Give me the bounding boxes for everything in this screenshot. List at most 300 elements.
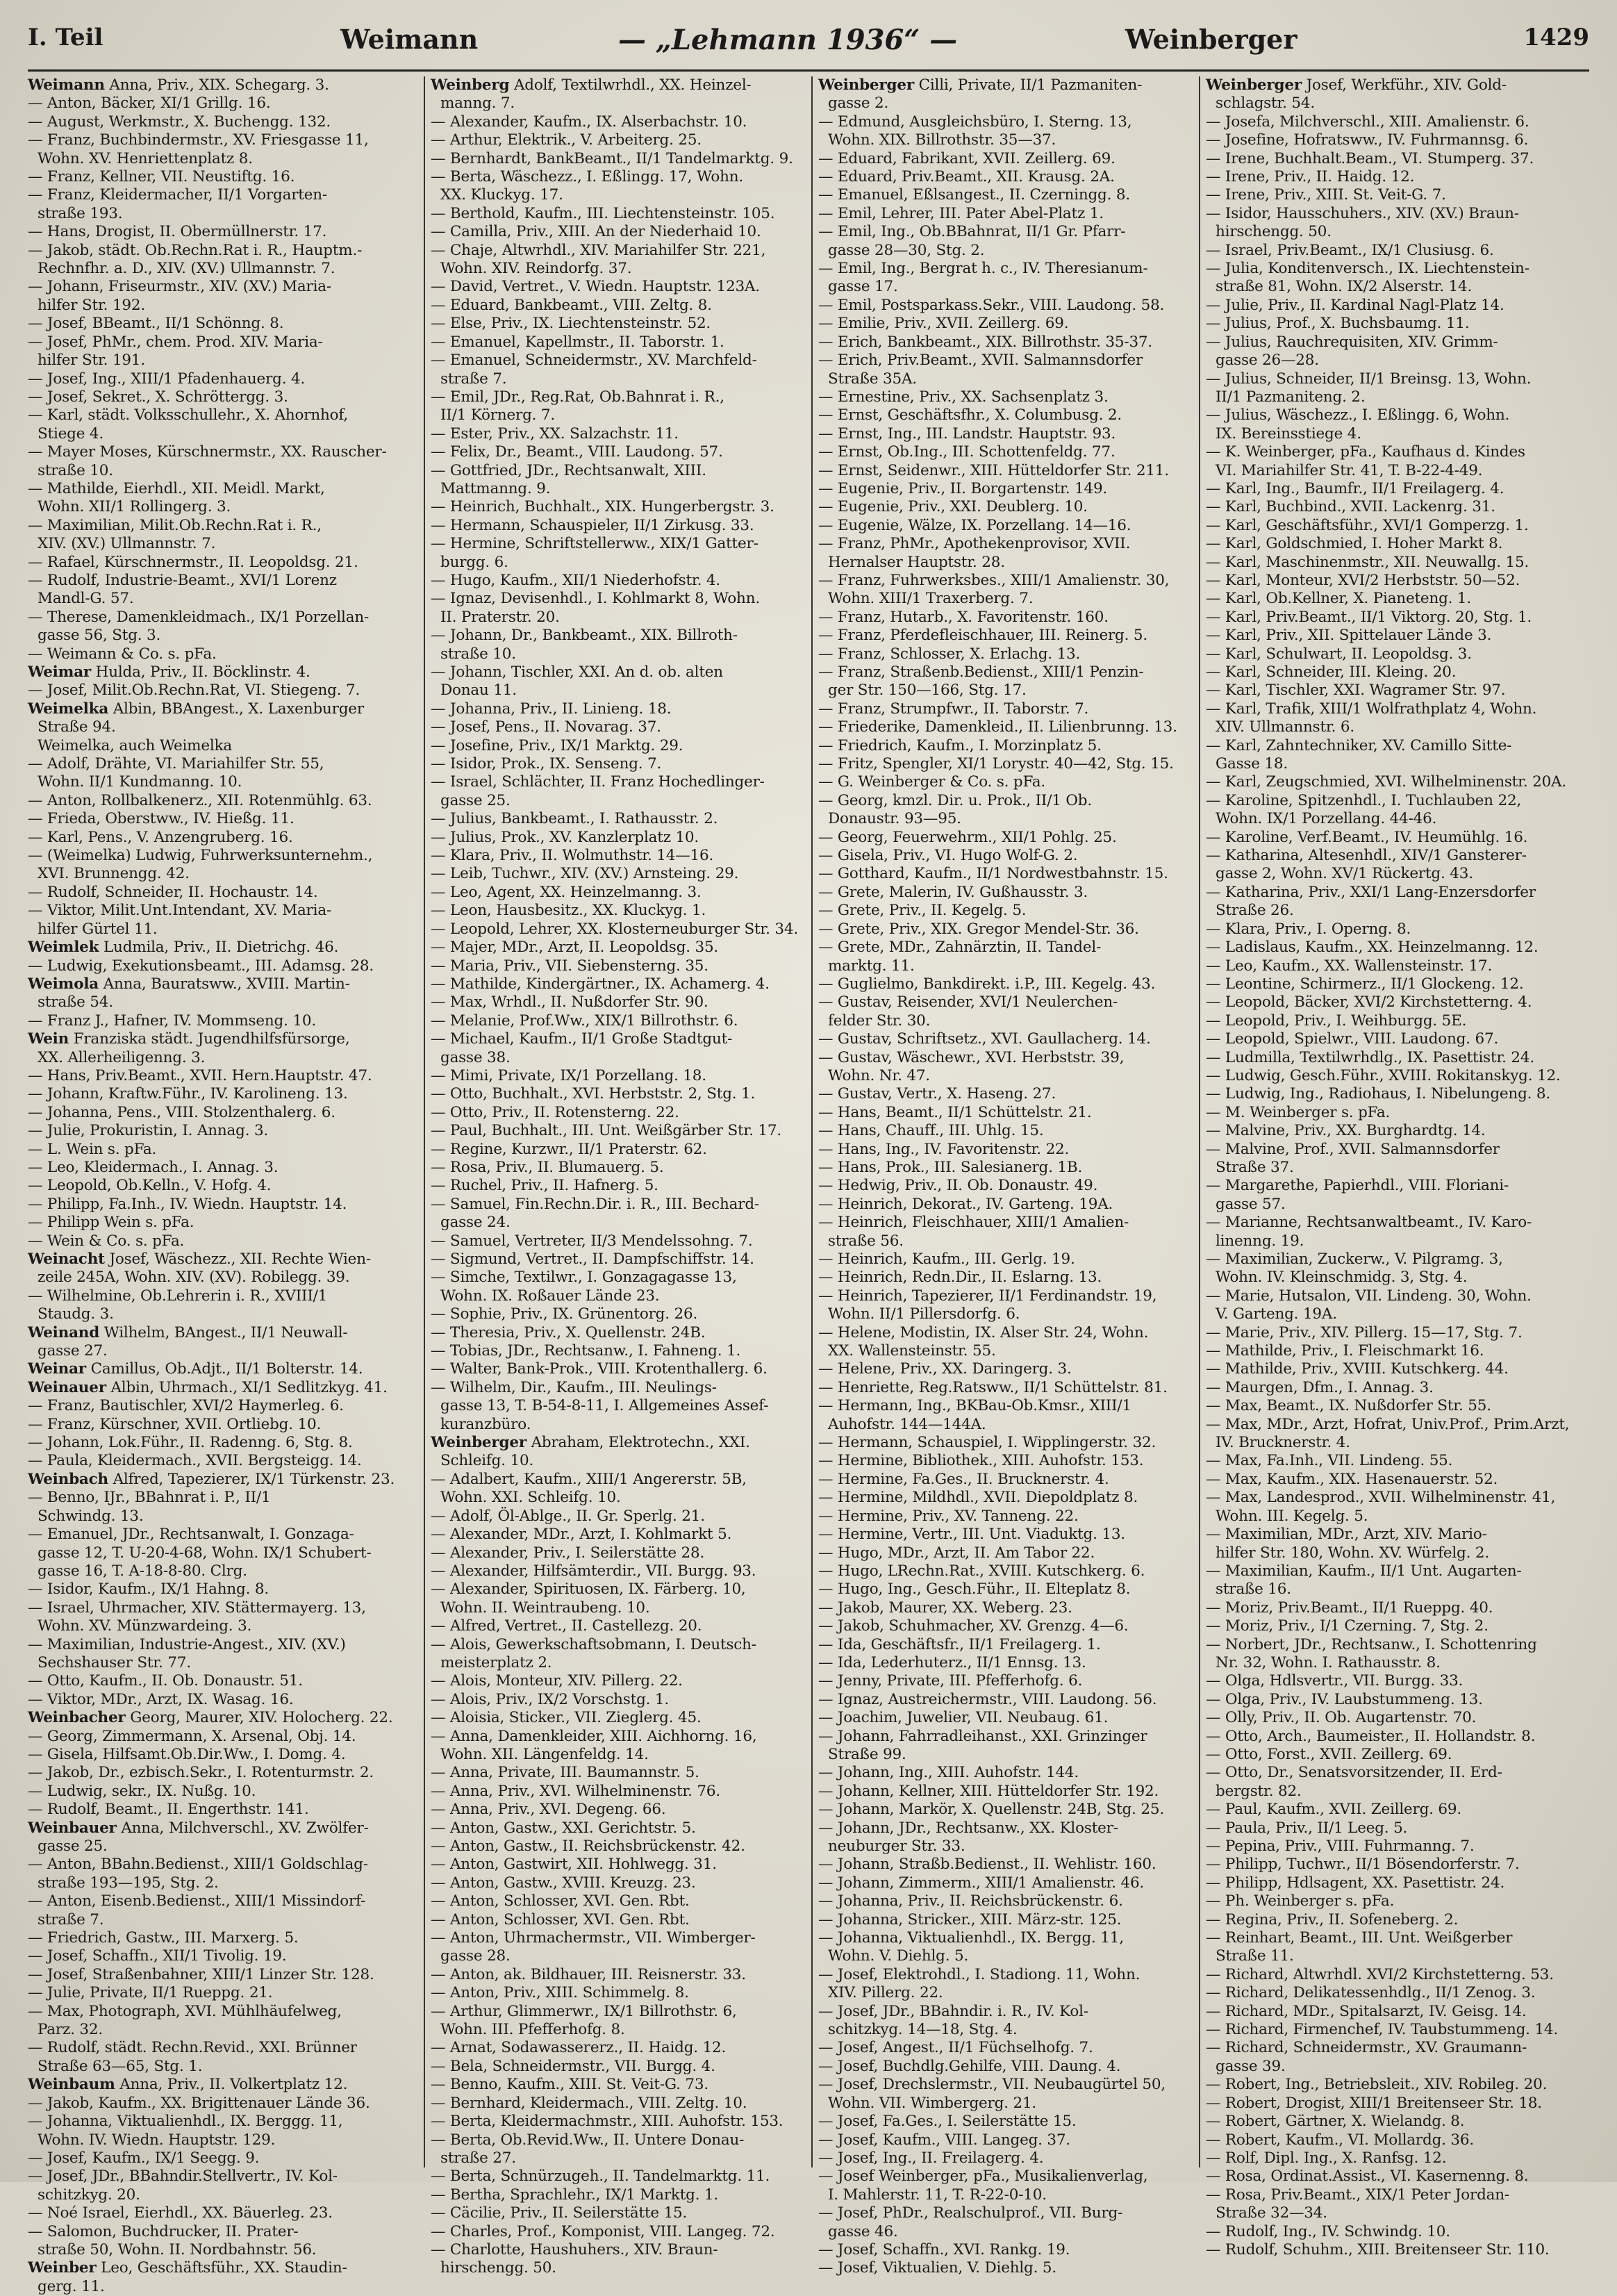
directory-entry-line: — Hans, Ing., IV. Favoritenstr. 22. [818, 1140, 1070, 1158]
directory-entry-line: — Alexander, Priv., I. Seilerstätte 28. [431, 1544, 705, 1562]
directory-entry-line: Straße 11. [1216, 1947, 1294, 1965]
directory-entry-line: IV. Brucknerstr. 4. [1216, 1434, 1350, 1452]
directory-entry-line: gasse 16, T. A-18-8-80. Clrg. [38, 1562, 247, 1580]
directory-entry-line: kuranzbüro. [440, 1415, 531, 1433]
directory-entry-line: — Max, MDr., Arzt, Hofrat, Univ.Prof., Prim.Arzt, [1206, 1415, 1570, 1433]
directory-entry-line: gasse 38. [440, 1048, 511, 1066]
directory-entry-line: — Johann, Tischler, XXI. An d. ob. alten [431, 663, 723, 681]
directory-entry-line: — Grete, Malerin, IV. Gußhausstr. 3. [818, 883, 1088, 901]
directory-entry-line: — Josef, Milit.Ob.Rechn.Rat, VI. Stiegeng. 7. [28, 682, 360, 700]
directory-entry-line: Weinbauer Anna, Milchverschl., XV. Zwölfer- [28, 1819, 369, 1837]
directory-entry-line: — Max, Photograph, XVI. Mühlhäufelweg, [28, 2002, 342, 2020]
directory-entry-line: Weinber Leo, Geschäftsführ., XX. Staudin- [28, 2259, 347, 2277]
directory-entry-line: — Ph. Weinberger s. pFa. [1206, 1892, 1395, 1910]
directory-entry-line: — Hugo, LRechn.Rat., XVIII. Kutschkerg. 6. [818, 1562, 1145, 1580]
directory-title: — „Lehmann 1936“ — [618, 24, 958, 56]
directory-entry-line: gasse 28—30, Stg. 2. [828, 241, 985, 259]
directory-entry-line: — Theresia, Priv., X. Quellenstr. 24B. [431, 1323, 706, 1341]
directory-entry-line: XIV. Ullmannstr. 6. [1216, 718, 1354, 736]
directory-entry-line: — Anton, Uhrmachermstr., VII. Wimberger- [431, 1929, 756, 1947]
directory-entry-line: gasse 2, Wohn. XV/1 Rückertg. 43. [1216, 865, 1473, 883]
directory-entry-line: — Moriz, Priv.Beamt., II/1 Rueppg. 40. [1206, 1599, 1493, 1617]
directory-entry-line: — Robert, Drogist, XIII/1 Breitenseer Str. 18. [1206, 2094, 1542, 2112]
directory-entry-line: — Hans, Beamt., II/1 Schüttelstr. 21. [818, 1103, 1092, 1121]
directory-entry-line: — Rudolf, Industrie-Beamt., XVI/1 Lorenz [28, 571, 337, 589]
directory-entry-line: — Johann, Dr., Bankbeamt., XIX. Billroth- [431, 627, 738, 645]
directory-entry-line: — Gotthard, Kaufm., II/1 Nordwestbahnstr. 15. [818, 865, 1168, 883]
directory-entry-line: — Josef, Sekret., X. Schröttergg. 3. [28, 388, 288, 406]
directory-entry-line: — Franz, Schlosser, X. Erlachg. 13. [818, 645, 1081, 663]
directory-entry-line: — Eduard, Fabrikant, XVII. Zeillerg. 69. [818, 149, 1116, 167]
directory-entry-line: — Klara, Priv., II. Wolmuthstr. 14—16. [431, 847, 714, 865]
directory-entry-line: — Margarethe, Papierhdl., VIII. Floriani- [1206, 1177, 1509, 1195]
directory-entry-line: — Adolf, Drähte, VI. Mariahilfer Str. 55, [28, 755, 324, 773]
directory-entry-line: Weinberger Cilli, Private, II/1 Pazmaniten- [818, 76, 1143, 94]
directory-entry-line: — Maximilian, Zuckerw., V. Pilgramg. 3, [1206, 1250, 1503, 1268]
directory-entry-line: Weimelka Albin, BBAngest., X. Laxenburger [28, 700, 364, 718]
directory-entry-line: — Richard, Schneidermstr., XV. Graumann- [1206, 2039, 1527, 2057]
directory-entry-line: — Richard, Altwrhdl. XVI/2 Kirchstetterng. 53. [1206, 1965, 1554, 1983]
directory-entry-line: — Simche, Textilwr., I. Gonzagagasse 13, [431, 1269, 737, 1287]
directory-entry-line: — Johann, Friseurmstr., XIV. (XV.) Maria- [28, 278, 331, 296]
directory-entry-line: — Charlotte, Haushuhers., XIV. Braun- [431, 2240, 718, 2258]
directory-entry-line: Stiege 4. [38, 424, 104, 443]
directory-entry-line: — Irene, Priv., II. Haidg. 12. [1206, 168, 1415, 186]
directory-entry-line: — Josef, Schaffn., XVI. Rankg. 19. [818, 2240, 1070, 2258]
directory-entry-line: — Katharina, Altesenhdl., XIV/1 Gansterer- [1206, 847, 1527, 865]
directory-entry-line: — Guglielmo, Bankdirekt. i.P., III. Kegelg. 43. [818, 975, 1156, 993]
directory-entry-line: — Josef, Ing., II. Freilagerg. 4. [818, 2149, 1044, 2167]
directory-entry-line: Hernalser Hauptstr. 28. [828, 553, 1005, 571]
directory-entry-line: Weimelka, auch Weimelka [38, 736, 233, 754]
directory-entry-line: — Erich, Priv.Beamt., XVII. Salmannsdorfer [818, 352, 1143, 370]
directory-entry-line: — Anton, Gastw., XVIII. Kreuzg. 23. [431, 1874, 696, 1892]
directory-entry-line: hirschengg. 50. [440, 2259, 556, 2277]
directory-entry-line: Auhofstr. 144—144A. [828, 1415, 986, 1433]
directory-entry-line: — Jenny, Private, III. Pfefferhofg. 6. [818, 1672, 1083, 1690]
directory-entry-line: — Paula, Priv., II/1 Leeg. 5. [1206, 1819, 1408, 1837]
directory-entry-line: — Josef, Viktualien, V. Diehlg. 5. [818, 2259, 1057, 2277]
directory-entry-line: straße 10. [38, 461, 113, 479]
directory-entry-line: — Emanuel, Kapellmstr., II. Taborstr. 1. [431, 333, 724, 351]
directory-entry-line: — Majer, MDr., Arzt, II. Leopoldsg. 35. [431, 939, 719, 957]
directory-entry-line: gasse 39. [1216, 2057, 1286, 2075]
directory-entry-line: — Leopold, Spielwr., VIII. Laudong. 67. [1206, 1030, 1499, 1048]
directory-entry-line: — Karl, Ing., Baumfr., II/1 Freilagerg. 4. [1206, 479, 1504, 497]
directory-entry-line: — Helene, Priv., XX. Daringerg. 3. [818, 1360, 1072, 1378]
directory-entry-line: — Rosa, Priv., II. Blumauerg. 5. [431, 1158, 664, 1176]
directory-entry-line: — Henriette, Reg.Ratsww., II/1 Schüttelstr. 81. [818, 1378, 1168, 1396]
directory-entry-line: — Hans, Priv.Beamt., XVII. Hern.Hauptstr. 47. [28, 1066, 372, 1084]
directory-entry-line: Donau 11. [440, 682, 517, 700]
directory-entry-line: — Josef, Kaufm., VIII. Langeg. 37. [818, 2131, 1071, 2149]
directory-entry-line: XIV. (XV.) Ullmannstr. 7. [38, 535, 216, 553]
directory-entry-line: — Ludmilla, Textilwrhdlg., IX. Pasettistr. 24. [1206, 1048, 1535, 1066]
directory-entry-line: linenng. 19. [1216, 1232, 1304, 1250]
directory-entry-line: — Leo, Agent, XX. Heinzelmanng. 3. [431, 883, 702, 901]
directory-entry-line: — Josef, JDr., BBahndir.Stellvertr., IV. Kol- [28, 2167, 338, 2186]
directory-entry-line: — Grete, MDr., Zahnärztin, II. Tandel- [818, 939, 1102, 957]
directory-entry-line: — Adalbert, Kaufm., XIII/1 Angererstr. 5B, [431, 1470, 747, 1488]
directory-entry-line: — Emilie, Priv., XVII. Zeillerg. 69. [818, 315, 1069, 333]
directory-entry-line: — (Weimelka) Ludwig, Fuhrwerksunternehm., [28, 847, 373, 865]
directory-entry-line: — Otto, Forst., XVII. Zeillerg. 69. [1206, 1745, 1452, 1763]
directory-entry-line: — Julia, Konditenversch., IX. Liechtenstein- [1206, 260, 1529, 278]
directory-entry-line: — Arthur, Glimmerwr., IX/1 Billrothstr. 6, [431, 2002, 737, 2020]
directory-entry-line: Wohn. VII. Wimbergerg. 21. [828, 2094, 1037, 2112]
directory-entry-line: — Hermine, Vertr., III. Unt. Viaduktg. 13. [818, 1526, 1125, 1544]
directory-entry-line: — Maximilian, Industrie-Angest., XIV. (XV.) [28, 1635, 346, 1653]
directory-entry-line: zeile 245A, Wohn. XIV. (XV). Robilegg. 39. [38, 1269, 350, 1287]
directory-entry-line: — Friederike, Damenkleid., II. Lilienbrunng. 13. [818, 718, 1177, 736]
directory-entry-line: — Johann, Ing., XIII. Auhofstr. 144. [818, 1764, 1079, 1782]
directory-entry-line: — Josef, Kaufm., IX/1 Seegg. 9. [28, 2149, 260, 2167]
directory-entry-line: — Emil, Ing., Ob.BBahnrat, II/1 Gr. Pfarr- [818, 223, 1126, 241]
directory-entry-line: — Rudolf, Beamt., II. Engerthstr. 141. [28, 1801, 309, 1819]
directory-entry-line: — Johann, Lok.Führ., II. Radenng. 6, Stg. 8. [28, 1434, 353, 1452]
directory-entry-line: — Karl, Tischler, XXI. Wagramer Str. 97. [1206, 682, 1506, 700]
directory-entry-line: straße 193. [38, 204, 123, 222]
directory-entry-line: V. Garteng. 19A. [1216, 1305, 1337, 1323]
directory-entry-line: gasse 57. [1216, 1195, 1286, 1213]
directory-entry-line: — Johann, Fahrradleihanst., XXI. Grinzinger [818, 1727, 1147, 1745]
directory-entry-line: — Karl, Maschinenmstr., XII. Neuwallg. 15. [1206, 553, 1529, 571]
directory-entry-line: — Johann, Markör, X. Quellenstr. 24B, Stg. 25. [818, 1801, 1164, 1819]
directory-entry-line: — Leo, Kleidermach., I. Annag. 3. [28, 1158, 279, 1176]
directory-entry-line: manng. 7. [440, 94, 515, 113]
directory-entry-line: — Camilla, Priv., XIII. An der Niederhaid 10. [431, 223, 761, 241]
directory-entry-line: — Heinrich, Tapezierer, II/1 Ferdinandstr. 19, [818, 1287, 1157, 1305]
directory-entry-line: — Maximilian, Milit.Ob.Rechn.Rat i. R., [28, 516, 322, 534]
directory-entry-line: — Ludwig, Gesch.Führ., XVIII. Rokitanskyg. 12. [1206, 1066, 1561, 1084]
directory-entry-line: — Israel, Uhrmacher, XIV. Stättermayerg. 13, [28, 1599, 366, 1617]
directory-entry-line: — Olga, Priv., IV. Laubstummeng. 13. [1206, 1690, 1483, 1708]
directory-entry-line: — Samuel, Fin.Rechn.Dir. i. R., III. Bechard- [431, 1195, 759, 1213]
directory-entry-line: — David, Vertret., V. Wiedn. Hauptstr. 123A. [431, 278, 760, 296]
directory-entry-line: Wohn. XIII/1 Traxerberg. 7. [828, 590, 1034, 608]
directory-entry-line: hilfer Str. 192. [38, 296, 146, 314]
directory-entry-line: — Karl, Trafik, XIII/1 Wolfrathplatz 4, Wohn. [1206, 700, 1537, 718]
directory-entry-line: straße 193—195, Stg. 2. [38, 1874, 219, 1892]
directory-entry-line: — Emil, Postsparkass.Sekr., VIII. Laudong. 58. [818, 296, 1165, 314]
directory-entry-line: — Mayer Moses, Kürschnermstr., XX. Rauscher- [28, 443, 387, 461]
directory-entry-line: — Mathilde, Priv., XVIII. Kutschkerg. 44. [1206, 1360, 1509, 1378]
directory-entry-line: — Eduard, Bankbeamt., VIII. Zeltg. 8. [431, 296, 712, 314]
directory-entry-line: — Johanna, Priv., II. Linieng. 18. [431, 700, 672, 718]
directory-entry-line: — Maria, Priv., VII. Siebensterng. 35. [431, 957, 708, 975]
directory-entry-line: II/1 Körnerg. 7. [440, 406, 556, 424]
directory-entry-line: — Anton, Eisenb.Bedienst., XIII/1 Missindorf- [28, 1892, 366, 1910]
directory-entry-line: — Friedrich, Gastw., III. Marxerg. 5. [28, 1929, 299, 1947]
directory-entry-line: schitzkyg. 14—18, Stg. 4. [828, 2021, 1018, 2039]
directory-entry-line: Wohn. XXI. Schleifg. 10. [440, 1489, 621, 1507]
directory-entry-line: — Gustav, Reisender, XVI/1 Neulerchen- [818, 993, 1118, 1011]
directory-entry-line: — Josef, JDr., BBahndir. i. R., IV. Kol- [818, 2002, 1088, 2020]
directory-entry-line: — Viktor, Milit.Unt.Intendant, XV. Maria- [28, 902, 332, 920]
directory-entry-line: Nr. 32, Wohn. I. Rathausstr. 8. [1216, 1653, 1441, 1671]
directory-entry-line: — Anton, Gastw., XXI. Gerichtstr. 5. [431, 1819, 696, 1837]
directory-entry-line: — Leib, Tuchwr., XIV. (XV.) Arnsteing. 29. [431, 865, 739, 883]
directory-entry-line: — Ester, Priv., XX. Salzachstr. 11. [431, 424, 679, 443]
directory-entry-line: — Bernhardt, BankBeamt., II/1 Tandelmarktg. 9. [431, 149, 793, 167]
directory-entry-line: — Karl, Priv., XII. Spittelauer Lände 3. [1206, 627, 1492, 645]
header-rule [28, 69, 1589, 72]
directory-entry-line: — Franz, Bautischler, XVI/2 Haymerleg. 6. [28, 1397, 344, 1415]
directory-entry-line: Wein Franziska städt. Jugendhilfsfürsorge, [28, 1030, 350, 1048]
directory-entry-line: Wohn. XIV. Reindorfg. 37. [440, 260, 632, 278]
directory-entry-line: — Franz, Strumpfwr., II. Taborstr. 7. [818, 700, 1089, 718]
directory-entry-line: ger Str. 150—166, Stg. 17. [828, 682, 1027, 700]
directory-entry-line: — Jakob, Maurer, XX. Weberg. 23. [818, 1599, 1072, 1617]
directory-entry-line: — Hermine, Schriftstellerww., XIX/1 Gatter- [431, 535, 758, 553]
directory-entry-line: — Alois, Gewerkschaftsobmann, I. Deutsch- [431, 1635, 756, 1653]
directory-entry-line: — Josef, Schaffn., XII/1 Tivolig. 19. [28, 1947, 287, 1965]
directory-entry-line: — Ernst, Ob.Ing., III. Schottenfeldg. 77. [818, 443, 1116, 461]
directory-entry-line: Weimann Anna, Priv., XIX. Schegarg. 3. [28, 76, 329, 94]
directory-entry-line: — Johann, Straßb.Bedienst., II. Wehlistr. 160. [818, 1856, 1156, 1874]
page-header [28, 24, 1589, 65]
directory-entry-line: Straße 35A. [828, 370, 917, 388]
directory-entry-line: — Ruchel, Priv., II. Hafnerg. 5. [431, 1177, 658, 1195]
directory-entry-line: — Mathilde, Kindergärtner., IX. Achamerg. 4. [431, 975, 770, 993]
directory-entry-line: Weinberg Adolf, Textilwrhdl., XX. Heinzel- [431, 76, 752, 94]
directory-entry-line: — Franz, Kleidermacher, II/1 Vorgarten- [28, 186, 327, 204]
directory-entry-line: — Anna, Damenkleider, XIII. Aichhorng. 16, [431, 1727, 757, 1745]
directory-entry-line: — Max, Wrhdl., II. Nußdorfer Str. 90. [431, 993, 708, 1011]
directory-entry-line: — Johanna, Viktualienhdl., IX. Berggg. 11, [28, 2113, 343, 2131]
directory-entry-line: — Hugo, MDr., Arzt, II. Am Tabor 22. [818, 1544, 1095, 1562]
directory-entry-line: Sechshauser Str. 77. [38, 1653, 191, 1671]
directory-entry-line: Wohn. III. Kegelg. 5. [1216, 1507, 1368, 1525]
directory-entry-line: — Otto, Arch., Baumeister., II. Hollandstr. 8. [1206, 1727, 1536, 1745]
directory-entry-line: — Josefine, Priv., IX/1 Marktg. 29. [431, 736, 683, 754]
directory-entry-line: — Pepina, Priv., VIII. Fuhrmanng. 7. [1206, 1837, 1475, 1855]
directory-entry-line: — Alexander, MDr., Arzt, I. Kohlmarkt 5. [431, 1526, 732, 1544]
directory-entry-line: Straße 37. [1216, 1158, 1294, 1176]
directory-entry-line: gasse 27. [38, 1342, 108, 1360]
directory-entry-line: — Fritz, Spengler, XI/1 Lorystr. 40—42, Stg. 15. [818, 755, 1174, 773]
directory-entry-line: — Josef, Angest., II/1 Füchselhofg. 7. [818, 2039, 1093, 2057]
directory-entry-line: Weinar Camillus, Ob.Adjt., II/1 Bolterstr. 14. [28, 1360, 363, 1378]
directory-entry-line: — Leopold, Bäcker, XVI/2 Kirchstetterng. 4. [1206, 993, 1532, 1011]
directory-entry-line: burgg. 6. [440, 553, 508, 571]
directory-entry-line: — Johanna, Priv., II. Reichsbrückenstr. 6. [818, 1892, 1123, 1910]
directory-entry-line: — Jakob, städt. Ob.Rechn.Rat i. R., Hauptm.- [28, 241, 363, 259]
directory-entry-line: — Hermann, Schauspiel, I. Wipplingerstr. 32. [818, 1434, 1156, 1452]
directory-entry-line: — Johann, Kellner, XIII. Hütteldorfer Str. 192. [818, 1782, 1159, 1800]
directory-entry-line: Donaustr. 93—95. [828, 810, 961, 828]
directory-entry-line: Schwindg. 13. [38, 1507, 144, 1525]
directory-entry-line: — Leo, Kaufm., XX. Wallensteinstr. 17. [1206, 957, 1493, 975]
directory-entry-line: gasse 24. [440, 1214, 511, 1232]
directory-entry-line: gasse 12, T. U-20-4-68, Wohn. IX/1 Schubert- [38, 1544, 372, 1562]
directory-entry-line: Weinauer Albin, Uhrmach., XI/1 Sedlitzkyg. 41. [28, 1378, 388, 1396]
directory-entry-line: — Julius, Bankbeamt., I. Rathausstr. 2. [431, 810, 718, 828]
directory-entry-line: — Alfred, Vertret., II. Castellezg. 20. [431, 1617, 702, 1635]
directory-entry-line: — Eduard, Priv.Beamt., XII. Krausg. 2A. [818, 168, 1115, 186]
directory-entry-line: — Karoline, Spitzenhdl., I. Tuchlauben 22, [1206, 791, 1522, 809]
directory-entry-line: Wohn. IV. Kleinschmidg. 3, Stg. 4. [1216, 1269, 1468, 1287]
directory-entry-line: — Heinrich, Buchhalt., XIX. Hungerbergstr. 3. [431, 498, 774, 516]
directory-entry-line: — Franz, Fuhrwerksbes., XIII/1 Amalienstr. 30, [818, 571, 1170, 589]
directory-entry-line: VI. Mariahilfer Str. 41, T. B-22-4-49. [1216, 461, 1483, 479]
directory-entry-line: gasse 25. [440, 791, 511, 809]
directory-entry-line: Weinbaum Anna, Priv., II. Volkertplatz 12. [28, 2076, 348, 2094]
directory-entry-line: — Alois, Priv., IX/2 Vorschstg. 1. [431, 1690, 670, 1708]
directory-entry-line: — Max, Kaufm., XIX. Hasenauerstr. 52. [1206, 1470, 1498, 1488]
directory-entry-line: — Israel, Priv.Beamt., IX/1 Clusiusg. 6. [1206, 241, 1494, 259]
directory-entry-line: — Berta, Schnürzugeh., II. Tandelmarktg. 11. [431, 2167, 770, 2186]
directory-entry-line: — Mathilde, Eierhdl., XII. Meidl. Markt, [28, 479, 325, 497]
directory-entry-line: — Hermann, Ing., BKBau-Ob.Kmsr., XIII/1 [818, 1397, 1131, 1415]
directory-entry-line: — Malvine, Priv., XX. Burghardtg. 14. [1206, 1122, 1486, 1140]
directory-entry-line: — Rudolf, städt. Rechn.Revid., XXI. Brünner [28, 2039, 357, 2057]
directory-entry-line: — Gottfried, JDr., Rechtsanwalt, XIII. [431, 461, 706, 479]
directory-entry-line: — Anton, Schlosser, XVI. Gen. Rbt. [431, 1910, 690, 1929]
directory-entry-line: — Cäcilie, Priv., II. Seilerstätte 15. [431, 2204, 688, 2222]
directory-entry-line: Weinacht Josef, Wäschezz., XII. Rechte Wien- [28, 1250, 371, 1268]
directory-entry-line: Straße 94. [38, 718, 116, 736]
directory-entry-line: Mattmanng. 9. [440, 479, 551, 497]
directory-entry-line: Staudg. 3. [38, 1305, 114, 1323]
directory-entry-line: — Emanuel, Schneidermstr., XV. Marchfeld- [431, 352, 757, 370]
directory-entry-line: Parz. 32. [38, 2021, 103, 2039]
first-entry-word: Weimann [340, 24, 479, 55]
directory-entry-line: — Hugo, Kaufm., XII/1 Niederhofstr. 4. [431, 571, 721, 589]
directory-entry-line: — Johann, Zimmerm., XIII/1 Amalienstr. 46. [818, 1874, 1145, 1892]
directory-entry-line: straße 7. [38, 1910, 104, 1929]
directory-entry-line: — M. Weinberger s. pFa. [1206, 1103, 1391, 1121]
directory-entry-line: — Anna, Priv., XVI. Wilhelminenstr. 76. [431, 1782, 721, 1800]
directory-entry-line: — Otto, Kaufm., II. Ob. Donaustr. 51. [28, 1672, 303, 1690]
directory-entry-line: — Josef, Buchdlg.Gehilfe, VIII. Daung. 4. [818, 2057, 1121, 2075]
directory-entry-line: — Franz, PhMr., Apothekenprovisor, XVII. [818, 535, 1131, 553]
directory-entry-line: — Irene, Priv., XIII. St. Veit-G. 7. [1206, 186, 1446, 204]
directory-entry-line: straße 16. [1216, 1580, 1291, 1599]
directory-entry-line: gerg. 11. [38, 2277, 105, 2295]
directory-entry-line: — Irene, Buchhalt.Beam., VI. Stumperg. 37. [1206, 149, 1534, 167]
directory-entry-line: — Paul, Buchhalt., III. Unt. Weißgärber Str. 17. [431, 1122, 781, 1140]
directory-entry-line: hilfer Gürtel 11. [38, 920, 158, 938]
directory-entry-line: Wohn. Nr. 47. [828, 1066, 930, 1084]
directory-entry-line: Wohn. IV. Wiedn. Hauptstr. 129. [38, 2131, 276, 2149]
directory-entry-line: — Johann, Kraftw.Führ., IV. Karolineng. 13. [28, 1085, 348, 1103]
directory-entry-line: — Franz, Kürschner, XVII. Ortliebg. 10. [28, 1415, 322, 1433]
directory-entry-line: Wohn. XII. Längenfeldg. 14. [440, 1745, 649, 1763]
directory-entry-line: — Bernhard, Kleidermach., VIII. Zeltg. 10. [431, 2094, 747, 2112]
directory-entry-line: — Alois, Monteur, XIV. Pillerg. 22. [431, 1672, 683, 1690]
directory-entry-line: bergstr. 82. [1216, 1782, 1302, 1800]
directory-entry-line: — Edmund, Ausgleichsbüro, I. Sterng. 13, [818, 113, 1132, 131]
directory-entry-line: — Jakob, Schuhmacher, XV. Grenzg. 4—6. [818, 1617, 1129, 1635]
directory-entry-line: — Karl, Schneider, III. Kleing. 20. [1206, 663, 1457, 681]
directory-entry-line: — Anton, Gastwirt, XII. Hohlwegg. 31. [431, 1856, 717, 1874]
page-number: 1429 [1523, 24, 1589, 51]
directory-entry-line: XX. Kluckyg. 17. [440, 186, 563, 204]
directory-entry-line: Straße 26. [1216, 902, 1294, 920]
directory-entry-line: — Ignaz, Austreichermstr., VIII. Laudong. 56. [818, 1690, 1157, 1708]
directory-entry-line: — L. Wein s. pFa. [28, 1140, 157, 1158]
directory-entry-line: — Bertha, Sprachlehr., IX/1 Marktg. 1. [431, 2186, 719, 2204]
directory-entry-line: — Karl, Zeugschmied, XVI. Wilhelminenstr. 20A. [1206, 773, 1567, 791]
directory-entry-line: schlagstr. 54. [1216, 94, 1316, 113]
directory-entry-line: marktg. 11. [828, 957, 915, 975]
directory-entry-line: — Katharina, Priv., XXI/1 Lang-Enzersdorfer [1206, 883, 1536, 901]
directory-entry-line: XVI. Brunnengg. 42. [38, 865, 190, 883]
directory-entry-line: XX. Wallensteinstr. 55. [828, 1342, 996, 1360]
directory-entry-line: XIV. Pillerg. 22. [828, 1984, 943, 2002]
entry-columns [28, 76, 1591, 2295]
directory-entry-line: — Johann, JDr., Rechtsanw., XX. Kloster- [818, 1819, 1118, 1837]
directory-entry-line: — Marie, Hutsalon, VII. Lindeng. 30, Wohn. [1206, 1287, 1532, 1305]
directory-entry-line: — Ludwig, Exekutionsbeamt., III. Adamsg. 28. [28, 957, 374, 975]
directory-entry-line: — Israel, Schlächter, II. Franz Hochedlinger- [431, 773, 765, 791]
directory-entry-line: gasse 25. [38, 1837, 108, 1855]
directory-entry-line: — Leopold, Ob.Kelln., V. Hofg. 4. [28, 1177, 272, 1195]
directory-entry-line: — Ernst, Ing., III. Landstr. Hauptstr. 93. [818, 424, 1116, 443]
directory-entry-line: — Jakob, Kaufm., XX. Brigittenauer Lände 36. [28, 2094, 370, 2112]
directory-entry-line: — Aloisia, Sticker., VII. Zieglerg. 45. [431, 1709, 702, 1727]
directory-entry-line: — Julius, Schneider, II/1 Breinsg. 13, Wohn. [1206, 370, 1532, 388]
directory-entry-line: — Marianne, Rechtsanwaltbeamt., IV. Karo- [1206, 1214, 1532, 1232]
directory-entry-line: — Olga, Hdlsvertr., VII. Burgg. 33. [1206, 1672, 1463, 1690]
directory-entry-line: — Paul, Kaufm., XVII. Zeillerg. 69. [1206, 1801, 1462, 1819]
directory-entry-line: — Paula, Kleidermach., XVII. Bergsteigg. 14. [28, 1452, 362, 1470]
directory-entry-line: — Hermine, Fa.Ges., II. Brucknerstr. 4. [818, 1470, 1109, 1488]
directory-entry-line: — Karl, Buchbind., XVII. Lackenrg. 31. [1206, 498, 1495, 516]
directory-entry-line: — Tobias, JDr., Rechtsanw., I. Fahneng. 1. [431, 1342, 741, 1360]
directory-entry-line: Mandl-G. 57. [38, 590, 134, 608]
directory-entry-line: Schleifg. 10. [440, 1452, 534, 1470]
directory-entry-line: II/1 Pazmaniteng. 2. [1216, 388, 1366, 406]
directory-entry-line: — Anton, Gastw., II. Reichsbrückenstr. 42. [431, 1837, 745, 1855]
directory-entry-line: — Adolf, Öl-Ablge., II. Gr. Sperlg. 21. [431, 1507, 705, 1525]
directory-entry-line: gasse 17. [828, 278, 898, 296]
directory-entry-line: — Karl, Pens., V. Anzengruberg. 16. [28, 828, 293, 846]
directory-entry-line: — Klara, Priv., I. Operng. 8. [1206, 920, 1411, 938]
directory-entry-line: neuburger Str. 33. [828, 1837, 965, 1855]
directory-entry-line: — Benno, Kaufm., XIII. St. Veit-G. 73. [431, 2076, 708, 2094]
directory-entry-line: — Gisela, Hilfsamt.Ob.Dir.Ww., I. Domg. 4. [28, 1745, 346, 1763]
directory-entry-line: schitzkyg. 20. [38, 2186, 140, 2204]
directory-entry-line: — Ernestine, Priv., XX. Sachsenplatz 3. [818, 388, 1109, 406]
directory-entry-line: — Max, Landesprod., XVII. Wilhelminenstr. 41, [1206, 1489, 1556, 1507]
directory-entry-line: hilfer Str. 180, Wohn. XV. Würfelg. 2. [1216, 1544, 1489, 1562]
directory-entry-line: — Hans, Chauff., III. Uhlg. 15. [818, 1122, 1044, 1140]
directory-entry-line: — Eugenie, Wälze, IX. Porzellang. 14—16. [818, 516, 1131, 534]
directory-entry-line: — Erich, Bankbeamt., XIX. Billrothstr. 35-37. [818, 333, 1153, 351]
directory-entry-line: Rechnfhr. a. D., XIV. (XV.) Ullmannstr. 7. [38, 260, 335, 278]
directory-entry-line: — Heinrich, Dekorat., IV. Garteng. 19A. [818, 1195, 1113, 1213]
directory-entry-line: — Josef, PhDr., Realschulprof., VII. Burg- [818, 2204, 1123, 2222]
directory-entry-line: — Anton, Rollbalkenerz., XII. Rotenmühlg. 63. [28, 791, 372, 809]
directory-entry-line: — Julie, Priv., II. Kardinal Nagl-Platz 14. [1206, 296, 1504, 314]
directory-entry-line: I. Mahlerstr. 11, T. R-22-0-10. [828, 2186, 1047, 2204]
directory-entry-line: — Benno, IJr., BBahnrat i. P., II/1 [28, 1489, 271, 1507]
directory-entry-line: Wohn. III. Pfefferhofg. 8. [440, 2021, 625, 2039]
directory-entry-line: — Friedrich, Kaufm., I. Morzinplatz 5. [818, 736, 1102, 754]
directory-entry-line: Weimola Anna, Bauratsww., XVIII. Martin- [28, 975, 350, 993]
directory-entry-line: — Malvine, Prof., XVII. Salmannsdorfer [1206, 1140, 1500, 1158]
directory-entry-line: — Leontine, Schirmerz., II/1 Glockeng. 12. [1206, 975, 1524, 993]
directory-entry-line: — Ernst, Geschäftsfhr., X. Columbusg. 2. [818, 406, 1122, 424]
directory-entry-line: — Karl, städt. Volksschullehr., X. Ahornhof, [28, 406, 348, 424]
directory-entry-line: — Franz, Hutarb., X. Favoritenstr. 160. [818, 608, 1109, 626]
directory-entry-line: — Anna, Private, III. Baumannstr. 5. [431, 1764, 699, 1782]
directory-entry-line: — Karl, Geschäftsführ., XVI/1 Gomperzg. 1. [1206, 516, 1529, 534]
directory-entry-line: — Anna, Priv., XVI. Degeng. 66. [431, 1801, 666, 1819]
directory-entry-line: Straße 32—34. [1216, 2204, 1327, 2222]
